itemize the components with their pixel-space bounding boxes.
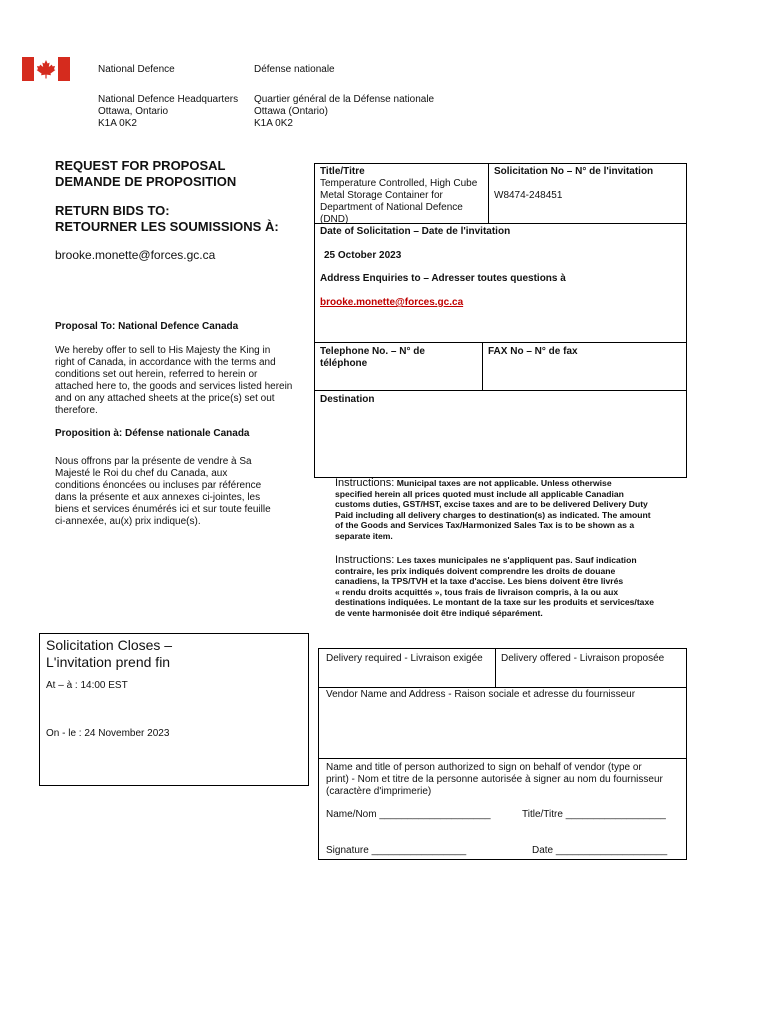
proposal-to-fr: Proposition à: Défense nationale Canada [55, 428, 250, 439]
closes-time: At – à : 14:00 EST [46, 680, 128, 691]
offer-text-fr: Nous offrons par la présente de vendre à Sa Majesté le Roi du chef du Canada, aux conditions énoncées ou incluses par référence dans la présente et aux annexes ci-jointes, les biens et services énumérés ici et sur toute feuille ci-annexée, au(x) prix indique(s). [55, 456, 271, 527]
enquiries-email-link[interactable]: brooke.monette@forces.gc.ca [320, 297, 464, 308]
closes-title: Solicitation Closes – L'invitation prend fin [46, 637, 173, 670]
title-label: Title/Titre [320, 166, 365, 177]
dept-name-fr: Défense nationale [254, 64, 335, 75]
solicitation-no-value: W8474-248451 [494, 190, 563, 201]
name-field[interactable]: Name/Nom ____________________ [326, 809, 491, 820]
signature-field[interactable]: Signature _________________ [326, 845, 467, 856]
fax-label: FAX No – N° de fax [488, 346, 578, 357]
address-en: National Defence Headquarters Ottawa, Ontario K1A 0K2 [98, 94, 239, 129]
vendor-name-address-label: Vendor Name and Address - Raison sociale et adresse du fournisseur [326, 689, 636, 700]
date-of-solicitation-value: 25 October 2023 [324, 250, 402, 261]
proposal-to-en: Proposal To: National Defence Canada [55, 321, 239, 332]
canada-flag-logo [22, 57, 70, 81]
rfp-title: REQUEST FOR PROPOSAL DEMANDE DE PROPOSITION [55, 158, 237, 189]
destination-label: Destination [320, 394, 375, 405]
offer-text-en: We hereby offer to sell to His Majesty the King in right of Canada, in accordance with the terms and conditions set out herein, referred to herein or attached here to, the goods and services listed herein and on any attached sheets at the price(s) set out therefore. [55, 345, 293, 416]
telephone-label: Telephone No. – N° de téléphone [320, 346, 425, 369]
delivery-required-label: Delivery required - Livraison exigée [326, 653, 483, 664]
title-value: Temperature Controlled, High Cube Metal Storage Container for Department of National Defence (DND) [320, 178, 478, 225]
instructions-en: Instructions: Municipal taxes are not applicable. Unless otherwise specified herein all prices quoted must include all applicable Canadian customs duties, GST/HST, excise taxes and are to be delivered Delivery Duty Paid including all delivery charges to destination(s) as indicated. The amount of the Goods and Services Tax/Harmonized Sales Tax is to be shown as a separate item. [335, 477, 651, 541]
dept-name-en: National Defence [98, 64, 175, 75]
instructions-fr: Instructions: Les taxes municipales ne s'appliquent pas. Sauf indication contraire, les prix indiqués doivent comprendre les droits de douane canadiens, la TPS/TVH et la taxe d'accise. Les biens doivent être livrés « rendu droits acquittés », tous frais de livraison compris, à la ou aux destinations indiquées. Le montant de la taxe sur les produits et services/taxe de vente harmonisée doit être indiqué séparément. [335, 554, 655, 618]
authorized-person-label: Name and title of person authorized to sign on behalf of vendor (type or print) - Nom et titre de la personne autorisée à signer au nom du fournisseur (caractère d'imprimerie) [326, 762, 663, 797]
return-email: brooke.monette@forces.gc.ca [55, 248, 216, 262]
date-of-solicitation-label: Date of Solicitation – Date de l'invitation [320, 226, 511, 237]
date-field[interactable]: Date ____________________ [532, 845, 668, 856]
return-bids-heading: RETURN BIDS TO: RETOURNER LES SOUMISSIONS À: [55, 203, 279, 234]
title-field[interactable]: Title/Titre __________________ [522, 809, 666, 820]
address-fr: Quartier général de la Défense nationale Ottawa (Ontario) K1A 0K2 [254, 94, 435, 129]
delivery-offered-label: Delivery offered - Livraison proposée [501, 653, 665, 664]
vendor-box [318, 648, 687, 860]
closes-date: On - le : 24 November 2023 [46, 728, 170, 739]
enquiries-label: Address Enquiries to – Adresser toutes questions à [320, 273, 566, 284]
solicitation-no-label: Solicitation No – N° de l'invitation [494, 166, 654, 177]
